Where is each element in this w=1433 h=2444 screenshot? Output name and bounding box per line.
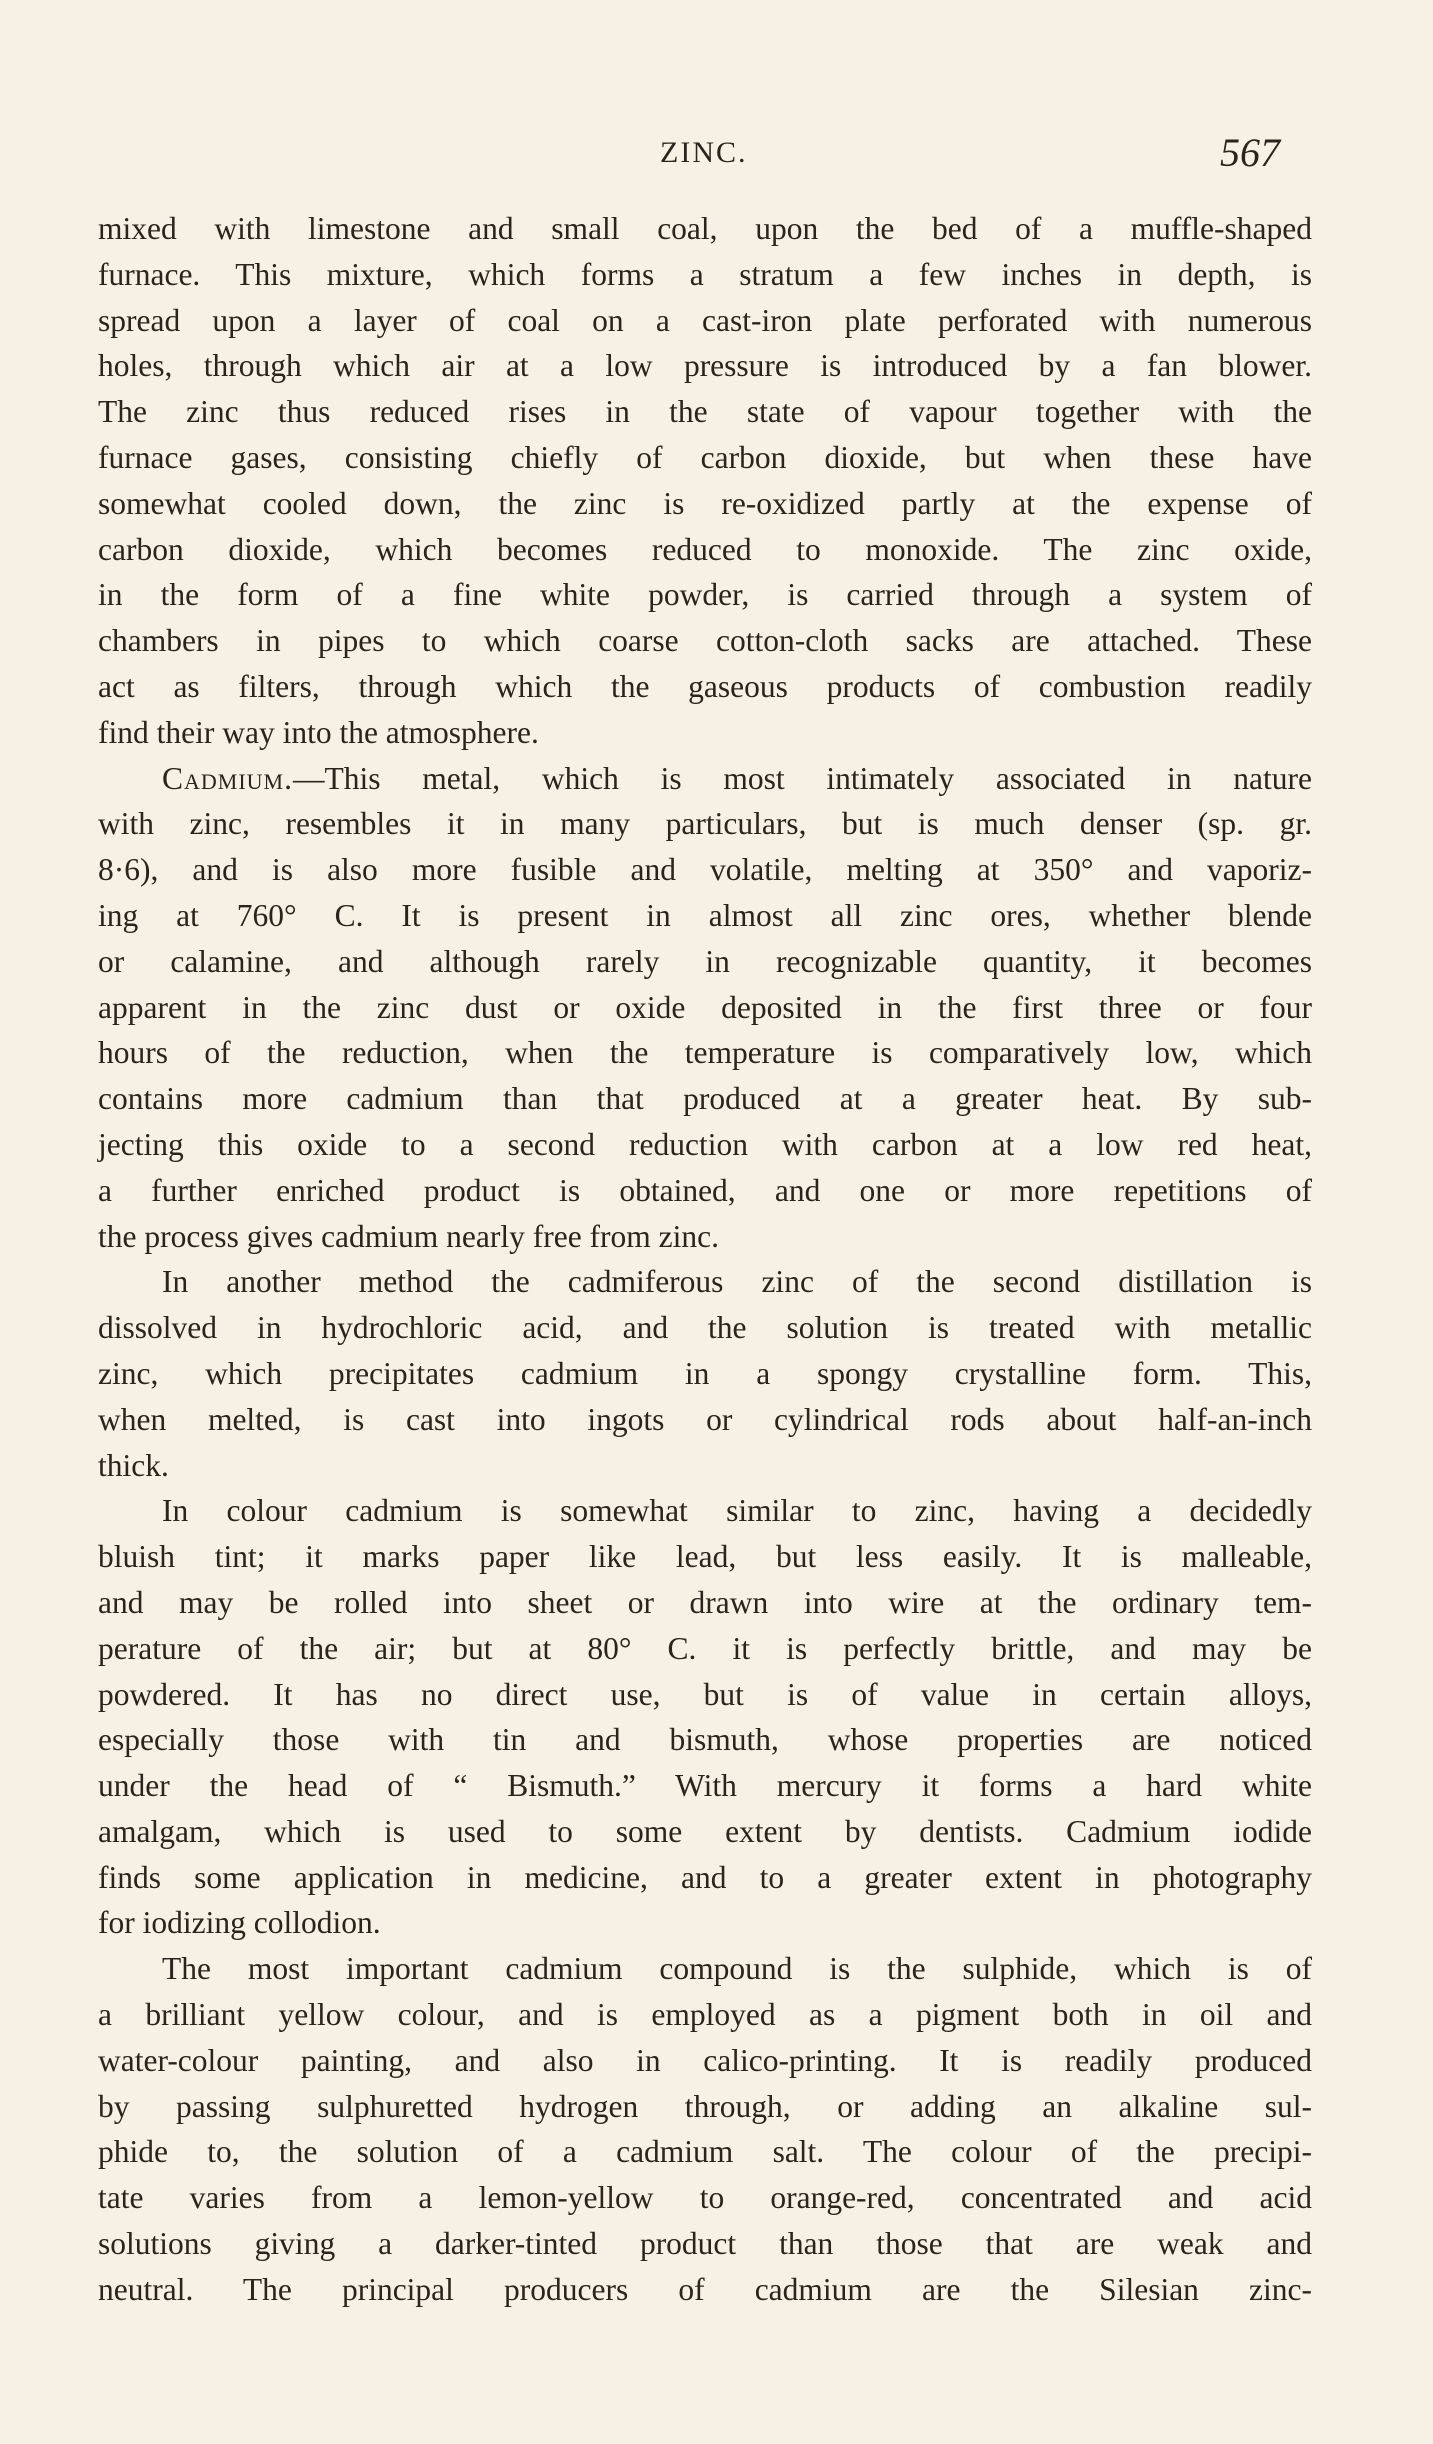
text-run: —This metal, which is most intimately associated in nature [293, 760, 1312, 796]
running-title: ZINC. [660, 136, 748, 169]
paragraph [98, 1259, 1312, 1488]
text-line: dissolved in hydrochloric acid, and the solution is treated with metallic [98, 1310, 1312, 1346]
text-line: the process gives cadmium nearly free from zinc. [98, 1218, 720, 1254]
text-line: zinc, which precipitates cadmium in a spongy crystalline form. This, [98, 1355, 1312, 1391]
body-text [98, 206, 1312, 2313]
text-line: furnace gases, consisting chiefly of carbon dioxide, but when these have [98, 439, 1312, 475]
text-line: or calamine, and although rarely in recognizable quantity, it becomes [98, 943, 1312, 979]
text-line: holes, through which air at a low pressure is introduced by a fan blower. [98, 348, 1312, 384]
text-line: In colour cadmium is somewhat similar to zinc, having a decidedly [162, 1493, 1312, 1529]
text-line: perature of the air; but at 80° C. it is perfectly brittle, and may be [98, 1630, 1312, 1666]
text-line: act as filters, through which the gaseous products of combustion readily [98, 668, 1312, 704]
text-line: somewhat cooled down, the zinc is re-oxidized partly at the expense of [98, 485, 1312, 521]
section-lead-in: Cadmium. [162, 760, 293, 796]
text-line: chambers in pipes to which coarse cotton-cloth sacks are attached. These [98, 623, 1312, 659]
text-line: finds some application in medicine, and to a greater extent in photography [98, 1859, 1312, 1895]
text-line: 8·6), and is also more fusible and volatile, melting at 350° and vaporiz- [98, 852, 1312, 888]
paragraph [98, 206, 1312, 756]
text-line: especially those with tin and bismuth, whose properties are noticed [98, 1722, 1312, 1758]
text-line: mixed with limestone and small coal, upon the bed of a muffle-shaped [98, 211, 1312, 246]
text-line: and may be rolled into sheet or drawn into wire at the ordinary tem- [98, 1584, 1312, 1620]
text-line: amalgam, which is used to some extent by dentists. Cadmium iodide [98, 1813, 1312, 1849]
text-line: under the head of “ Bismuth.” With mercury it forms a hard white [98, 1768, 1312, 1804]
text-line: phide to, the solution of a cadmium salt. The colour of the precipi- [98, 2134, 1312, 2170]
text-line: thick. [98, 1447, 169, 1483]
paragraph [98, 1946, 1312, 2312]
page-number: 567 [1220, 130, 1280, 175]
text-line: in the form of a fine white powder, is carried through a system of [98, 577, 1312, 613]
text-line: In another method the cadmiferous zinc of the second distillation is [162, 1264, 1312, 1300]
text-line: with zinc, resembles it in many particulars, but is much denser (sp. gr. [98, 806, 1312, 842]
text-line: contains more cadmium than that produced at a greater heat. By sub- [98, 1081, 1312, 1117]
text-line: ing at 760° C. It is present in almost all zinc ores, whether blende [98, 897, 1312, 933]
text-line: tate varies from a lemon-yellow to orange-red, concentrated and acid [98, 2180, 1312, 2216]
paragraph [98, 1488, 1312, 1946]
text-line [98, 756, 1312, 802]
text-line: a brilliant yellow colour, and is employed as a pigment both in oil and [98, 1997, 1312, 2033]
text-line: hours of the reduction, when the temperature is comparatively low, which [98, 1035, 1312, 1071]
text-line: furnace. This mixture, which forms a stratum a few inches in depth, is [98, 256, 1312, 292]
text-line: The zinc thus reduced rises in the state of vapour together with the [98, 394, 1312, 430]
text-line: bluish tint; it marks paper like lead, but less easily. It is malleable, [98, 1539, 1312, 1575]
text-line: solutions giving a darker-tinted product than those that are weak and [98, 2226, 1312, 2262]
text-line: The most important cadmium compound is the sulphide, which is of [162, 1951, 1312, 1987]
text-line: neutral. The principal producers of cadmium are the Silesian zinc- [98, 2271, 1312, 2307]
text-line: when melted, is cast into ingots or cylindrical rods about half-an-inch [98, 1401, 1312, 1437]
running-head [0, 128, 1433, 178]
text-line: by passing sulphuretted hydrogen through, or adding an alkaline sul- [98, 2088, 1312, 2124]
text-line: a further enriched product is obtained, and one or more repetitions of [98, 1172, 1312, 1208]
text-line: apparent in the zinc dust or oxide deposited in the first three or four [98, 989, 1312, 1025]
text-line: find their way into the atmosphere. [98, 714, 539, 750]
text-line: for iodizing collodion. [98, 1905, 381, 1941]
text-line: spread upon a layer of coal on a cast-iron plate perforated with numerous [98, 302, 1312, 338]
text-line: jecting this oxide to a second reduction with carbon at a low red heat, [98, 1126, 1312, 1162]
paragraph-cadmium [98, 756, 1312, 1260]
text-line: carbon dioxide, which becomes reduced to monoxide. The zinc oxide, [98, 531, 1312, 567]
text-line: water-colour painting, and also in calico-printing. It is readily produced [98, 2042, 1312, 2078]
text-line: powdered. It has no direct use, but is of value in certain alloys, [98, 1676, 1312, 1712]
